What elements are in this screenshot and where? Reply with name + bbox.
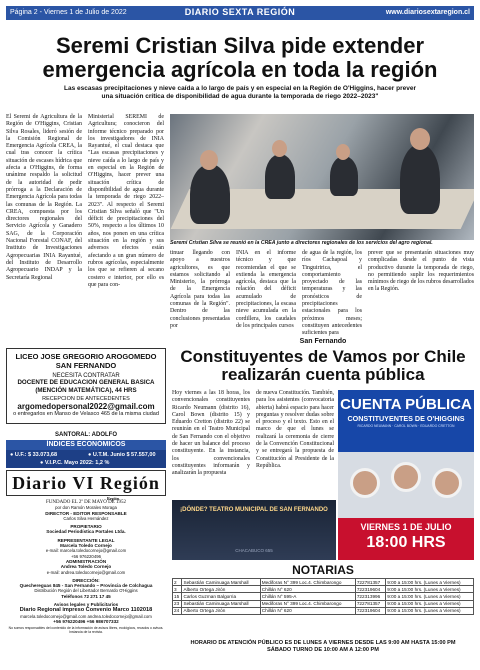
table-cell: 722313996 xyxy=(355,593,385,600)
imprint-address-label: DIRECCIÓN: xyxy=(72,577,100,583)
table-cell: 722319604 xyxy=(355,586,385,593)
article1-photo xyxy=(170,114,474,240)
poster-time: 18:00 HRS xyxy=(366,534,446,551)
imprint-admin-email[interactable]: e-mail: andrea.toledocornejo@gmail.com xyxy=(46,569,126,575)
masthead-logo xyxy=(6,470,166,501)
table-cell: Chillán N° 620 xyxy=(260,607,355,614)
notice-school: LICEO JOSE GREGORIO AROGOMEDO SAN FERNANDO xyxy=(15,352,157,370)
table-cell: Mediforas N° 399 Loc.4. Chimbarongo xyxy=(260,579,355,586)
imprint-admin-label: ADMINISTRACIÓN xyxy=(65,558,107,564)
imprint-disclaimer: No somos responsables del contenido de la información de avisos libres, ecológicos, recados o avisos. Instancia de la revista. xyxy=(8,626,164,635)
poster-face xyxy=(350,468,380,498)
article1-subhead: Las escasas precipitaciones y nieve caída a lo largo de país y en especial en la Región de O'Higgins, hacer prever una situación crítica de disponibilidad de agua durante la temporada de riego 2022–2023" xyxy=(64,85,416,100)
table-cell: Mediforas N° 399 Loc.4. Chimbarongo xyxy=(260,600,355,607)
notarias-title: NOTARIAS xyxy=(292,563,354,577)
event-poster xyxy=(338,390,474,560)
article1-col2: Ministerial SEREMI de Agricultura; conocieron del informe técnico preparado por los investigadores de INIA Rayantué, el cual destaca que "Las escasas precipitaciones y nieve caída a lo largo de país y en especial en la Región de O'Higgins, hacer prever una situación crítica de disponibilidad de agua durante la temporada de riego 2022–2023". Al respecto el Seremi Cristian Silva señaló que "Un déficit de precipitaciones del 50%, respecto a los últimos 10 años, nos ponen en una crítica situación en la región y sus adversos efectos están afectando a un gran número de rubros agrícolas, especialmente los que se refieren al secano costero e interior, por ello es que para con- xyxy=(88,114,164,288)
imprint-founder: por don Ramón Morales Moraga xyxy=(55,505,117,511)
notarias-hours-saturday: SÁBADO TURNO DE 10:00 AM A 12:00 PM xyxy=(267,647,379,653)
masthead-name: Diario VI Región xyxy=(12,473,160,493)
table-cell: Chillán N° 620 xyxy=(260,586,355,593)
imprint-legal-label: REPRESENTANTE LEGAL xyxy=(57,537,115,543)
table-row xyxy=(173,607,474,614)
imprint-ads-label: Avisos legales y Publicitarios xyxy=(53,602,119,608)
notice-delivery: o entregarlos en Manso de Velasco 465 de la misma ciudad xyxy=(13,411,159,417)
imprint xyxy=(6,498,166,634)
index-uf: ● U.F.: $ 33.073,68 xyxy=(10,452,58,458)
table-row xyxy=(173,586,474,593)
imprint-emails-footer: marcela.toledocornejo@gmail.com andrea.toledocornejo@gmail.com xyxy=(20,613,152,619)
article1-col4: INIA en el informe técnico y que recomiendan el que se extienda la emergencia agrícola, destaca que la relación del déficit acumulado de precipitaciones, la escasa nieve acumulada en la cordillera, los caudales de los principales cursos xyxy=(236,250,296,329)
imprint-owner: Sociedad Periodística Portales Ltda. xyxy=(46,529,126,535)
article1-col1: El Seremi de Agricultura de la Región de O'Higgins, Cristian Silva Rosales, lideró sesión de la Comisión Regional de Emergencia Agrícola CREA, la cual tras conocer la crítica situación de escases hídrica que afecta a O'Higgins, de forma unánime respaldo la solicitud de la autoridad de pedir prórroga a la Declaración de Emergencia Agrícola para todas las comunas de la Región. La CREA, compuesta por los directores regionales del Servicio Agrícola y Ganadero SAG, de la Corporación Nacional Forestal CONAF, del Instituto de Investigaciones Agropecuarias INIA Rayantué, del Instituto de Desarrollo Agropecuario INDAP y la Secretaría Regional xyxy=(6,114,82,281)
website-link[interactable]: www.diariosextaregion.cl xyxy=(385,9,470,16)
notarias-hours-weekday: HORARIO DE ATENCIÓN PÚBLICO ES DE LUNES A VIERNES DESDE LAS 9:00 AM HASTA 15:00 PM xyxy=(190,640,456,646)
imprint-owner-label: PROPIETARIO xyxy=(70,524,102,530)
table-row xyxy=(173,579,474,586)
imprint-phone: Teléfonos 72 271 17 45 xyxy=(61,593,111,599)
poster-title: CUENTA PÚBLICA xyxy=(340,396,472,413)
table-cell: 722319604 xyxy=(355,607,385,614)
table-cell: 9:00 a 15:00 hrs. (Lunes a Viernes) xyxy=(386,579,474,586)
notice-email[interactable]: argomedopersonal2022@gmail.com xyxy=(17,402,155,411)
imprint-legal-email[interactable]: e-mail: marcela.toledocornejo@gmail.com xyxy=(45,548,127,554)
table-cell: 3 xyxy=(173,586,182,593)
article1-col5: de agua de la región, los ríos Cachapoal y Tinguiririca, el comportamiento proyectado de las temperaturas y las pronósticos de precipitaciones estacionales para los próximos meses; constituyen antecedentes suficientes para xyxy=(302,250,362,337)
table-cell: Chillán N° 595-A xyxy=(260,593,355,600)
index-utm: ● U.T.M. Junio $ 57.557,00 xyxy=(88,452,156,458)
table-cell: 24 xyxy=(173,607,182,614)
imprint-admin-name: Andrea Toledo Cornejo xyxy=(60,564,112,570)
imprint-distribution: Distribución Región del Libertador Bernardo O'Higgins xyxy=(34,588,138,594)
notice-reception: RECEPCION DE ANTECEDENTES xyxy=(42,396,130,402)
masthead-sub: Región xyxy=(107,496,119,501)
theater-photo xyxy=(172,500,336,560)
poster-subtitle: CONSTITUYENTES DE O'HIGGINS xyxy=(347,414,465,423)
article2-col2: de nueva Constitución. También, para los asistentes (convocatoria abierta) habrá espacio para hacer preguntas y resolver dudas sobre el proceso y el texto. Esto en el marco de que el lunes se realizará la ceremonia de cierre de la Convención Constitucional y se entregará la propuesta de Constitución al Presidente de la República. xyxy=(256,390,334,469)
table-cell: Alberto Ortega Jirón xyxy=(182,607,260,614)
table-cell: 9:00 a 15:00 hrs. (Lunes a Viernes) xyxy=(386,607,474,614)
imprint-legal-phone: +56 976220496 xyxy=(71,553,101,559)
article2-headline: Constituyentes de Vamos por Chile realizarán cuenta pública xyxy=(180,347,466,384)
page-header xyxy=(6,6,474,20)
table-cell: 722781357 xyxy=(355,579,385,586)
article2-section: San Fernando xyxy=(299,338,347,345)
imprint-address: Quechereguas 845 - San Fernando – Provincia de Colchagua xyxy=(19,583,153,589)
table-row xyxy=(173,600,474,607)
notice-position: DOCENTE DE EDUCACION GENERAL BASICA (MENCIÓN MATEMÁTICA), 44 HRS xyxy=(17,379,155,394)
table-cell: Carlos Guzman Balgorria xyxy=(182,593,260,600)
table-cell: Sebastián Caminuaga Marshall xyxy=(182,600,260,607)
imprint-legal-name: Marcela Toledo Cornejo xyxy=(60,543,112,549)
article1-col3: tinuar llegando con apoyo a nuestros agricultores, es que estamos solicitando al Ministerio, la prórroga de la Emergencia Agrícola para todas las comunas de la Región". Dentro de las conclusiones presentadas por xyxy=(170,250,230,329)
table-cell: 9:00 a 15:00 hrs. (Lunes a Viernes) xyxy=(386,600,474,607)
article1-col6: prever que se presentarán situaciones muy complicadas desde el punto de vista productivo durante la temporada de riego, no permitiendo suplir los requerimientos mínimos de riego de los rubros desarrollados en la Región. xyxy=(368,250,475,293)
table-cell: 722781357 xyxy=(355,600,385,607)
imprint-director: Carlos Silva Hernández xyxy=(63,515,109,521)
notice-need: NECESITA CONTRATAR xyxy=(52,373,120,379)
page-date: Página 2 - Viernes 1 de Julio de 2022 xyxy=(10,9,127,16)
imprint-printing: Diario Regional impreso Convenio Marco 1102018 xyxy=(19,607,153,614)
job-notice xyxy=(6,348,166,424)
imprint-founded: FUNDADO EL 2º DE MAYO DE 1952 xyxy=(45,500,127,505)
poster-names: RICARDO NEUMANN · CAROL BOWN · EDUARDO CRETTON xyxy=(357,424,455,428)
imprint-director-label: DIRECTOR - EDITOR RESPONSABLE xyxy=(45,510,127,516)
poster-face xyxy=(432,468,462,498)
venue-sub: CHACABUCO 655 xyxy=(235,548,273,553)
article1-headline: Seremi Cristian Silva pide extender emergencia agrícola en toda la región xyxy=(42,33,438,82)
table-cell: 15 xyxy=(173,593,182,600)
article2-col1: Hoy viernes a las 18 horas, los convencionales constituyentes Ricardo Neumann (distrito 16), Carol Bown (distrito 15) y Eduardo Cretton (distrito 22) se reunirán en el Teatro Municipal de San Fernando con el objetivo de hacer un balance del proceso constituyente. En la instancia, los convencionales constituyentes informarán y analizarán la propuesta xyxy=(172,390,250,477)
imprint-phones-footer: +56 976220496 +56 986707332 xyxy=(53,618,119,624)
article1-photo-caption: Seremi Cristian Silva se reunió en la CREA junto a directores regionales de los servicios del agro regional. xyxy=(170,240,433,246)
table-cell: 2 xyxy=(173,579,182,586)
poster-date: VIERNES 1 DE JULIO xyxy=(360,522,452,532)
table-cell: Alberto Ortega Jirón xyxy=(182,586,260,593)
index-ipc: ● V.I.P.C. Mayo 2022: 1,2 % xyxy=(40,460,110,466)
table-cell: 9:00 a 15:00 hrs. (Lunes a Viernes) xyxy=(386,593,474,600)
poster-face xyxy=(391,462,421,492)
table-cell: 9:00 a 15:00 hrs. (Lunes a Viernes) xyxy=(386,586,474,593)
notarias-table xyxy=(172,578,474,615)
economic-indices xyxy=(6,450,166,468)
notarias-hours xyxy=(172,640,474,654)
paper-name: DIARIO SEXTA REGIÓN xyxy=(184,7,296,17)
indices-title: ÍNDICES ECONÓMICOS xyxy=(6,440,166,450)
venue-sign: ¡DÓNDE? TEATRO MUNICIPAL DE SAN FERNANDO xyxy=(180,507,328,513)
table-row xyxy=(173,593,474,600)
table-cell: Sebastián Caminuaga Marshall xyxy=(182,579,260,586)
table-cell: 23 xyxy=(173,600,182,607)
santoral: SANTORAL: ADOLFO xyxy=(55,432,117,438)
